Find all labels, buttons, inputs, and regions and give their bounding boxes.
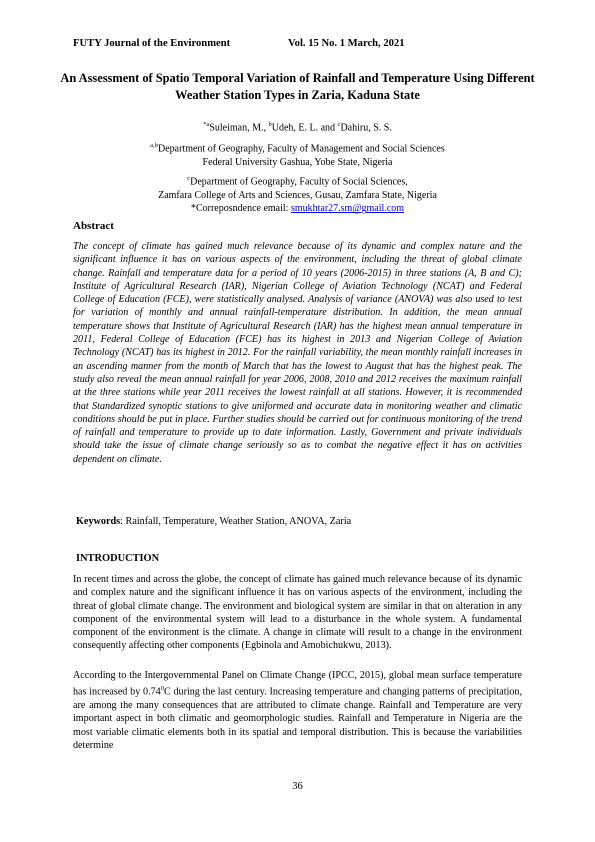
introduction-heading: INTRODUCTION <box>76 553 160 564</box>
page-number: 36 <box>292 781 303 792</box>
keywords <box>76 516 351 527</box>
running-header <box>73 38 405 49</box>
journal-name: FUTY Journal of the Environment <box>73 38 231 49</box>
authors-affiliations <box>60 118 535 216</box>
paper-title: An Assessment of Spatio Temporal Variation of Rainfall and Temperature Using Different Weather Station Types in Zaria, Kaduna State <box>60 71 535 102</box>
keywords-label: Keywords <box>76 516 121 527</box>
affiliation-ab-line2: Federal University Gashua, Yobe State, Nigeria <box>202 156 393 168</box>
affiliation-ab: $^{a,b}$Department of Geography, Faculty of Management and Social Sciences <box>150 141 445 155</box>
keywords-text: : Rainfall, Temperature, Weather Station, ANOVA, Zaria <box>120 516 352 527</box>
intro-paragraph-2: According to the Intergovernmental Panel on Climate Change (IPCC, 2015), global mean surface temperature has increased by 0.74$^0$C during the last century. Increasing temperature and changing patterns of precipitation, are among the many consequences that are attributed to climate change. Rainfall and Temperature are very important aspect in both climatic and geomorphologic studies. Rainfall and Temperature in Nigeria are the most variable climatic elements both in its spatial and temporal distribution. This is because the variabilities determine <box>73 670 522 751</box>
abstract-heading: Abstract <box>73 220 114 232</box>
author-c: Dahiru, S. S. <box>340 122 392 134</box>
affiliation-c: $^c$Department of Geography, Faculty of Social Sciences, <box>187 175 408 188</box>
intro-paragraph-1: In recent times and across the globe, the concept of climate has gained much relevance because of its dynamic and complex nature and the significant influence it has on various aspects of the environment, including the threat of global climate change. The environment and biological system are similar in that on alteration in any component of the environmental system will lead to a disturbance in the whole system. A fundamental component of the environment is the climate. A change in climate will result to a change in the environment consequently affecting other components (Egbinola and Amobichukwu, 2013). <box>73 574 522 652</box>
journal-volume: Vol. 15 No. 1 March, 2021 <box>288 38 405 49</box>
author-b: Udeh, E. L. and <box>271 122 338 134</box>
correspondence: *Correposndence email: smukhtar27.sm@gmail.com <box>190 203 405 215</box>
author-line: $^{*a}$Suleiman, M., $^b$Udeh, E. L. and $^c$Dahiru, S. S. <box>203 121 392 134</box>
author-a: Suleiman, M., <box>209 122 269 134</box>
abstract-text: The concept of climate has gained much relevance because of its dynamic and complex nature and the significant influence it has on various aspects of the environment, including the threat of global climate change. Rainfall and temperature data for a period of 10 years (2006-2015) in three stations (A, B and C); Institute of Agricultural Research (IAR), Nigerian College of Aviation Technology (NCAT) and Federal College of Education (FCE), were statistically analysed. Analysis of variance (ANOVA) was also used to test for variation of monthly and annual rainfall-temperature distribution. In addition, the mean annual temperature shows that Institute of Agricultural Research (IAR) has the highest mean annual temperature in 2011, Federal College of Education (FCE) has its highest in 2013 and Nigerian College of Aviation Technology (NCAT) has its highest in 2012. For the rainfall variability, the mean monthly rainfall increases in an ascending manner from the month of March that has the lowest to August that has the highest peak. The study also reveal the mean annual rainfall for year 2006, 2008, 2010 and 2012 receives the maximum rainfall at the three stations while year 2011 receives the lowest rainfall at all stations. However, it is recommended that Standardized synoptic stations to give uniformed and accurate data in monitoring weather and climatic conditions should be put in place. Further studies should be carried out for continuous monitoring of the trend of rainfall and temperature to provide up to date information. Lastly, Government and private individuals should take the issue of climate change seriously so as to combat the negative effect it has on activities dependent on climate. <box>73 241 522 465</box>
affiliation-c-line2: Zamfara College of Arts and Sciences, Gusau, Zamfara State, Nigeria <box>158 189 437 201</box>
email-link[interactable]: smukhtar27.sm@gmail.com <box>290 203 405 215</box>
